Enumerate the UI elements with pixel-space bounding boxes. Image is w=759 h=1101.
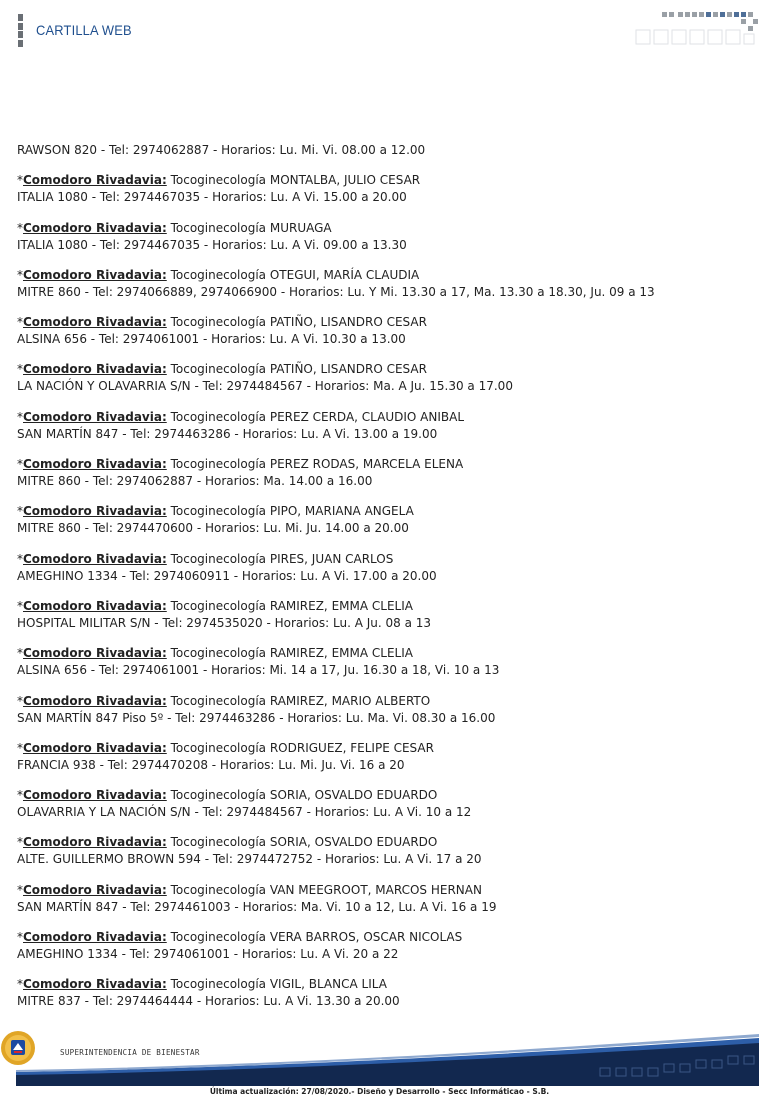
- list-item: [17, 551, 737, 585]
- provider-name: Tocoginecología VERA BARROS, OSCAR NICOLAS: [170, 930, 463, 945]
- city-label: Comodoro Rivadavia:: [23, 220, 167, 235]
- address-line: AMEGHINO 1334 - Tel: 2974061001 - Horarios: Lu. A Vi. 20 a 22: [17, 947, 399, 962]
- bullet-asterisk: *: [17, 315, 23, 330]
- provider-name: Tocoginecología MONTALBA, JULIO CESAR: [170, 173, 421, 188]
- address-line: ALTE. GUILLERMO BROWN 594 - Tel: 2974472752 - Horarios: Lu. A Vi. 17 a 20: [17, 852, 482, 867]
- bullet-asterisk: *: [17, 598, 23, 613]
- bullet-asterisk: *: [17, 267, 23, 282]
- list-item: [17, 787, 737, 821]
- provider-name: Tocoginecología SORIA, OSVALDO EDUARDO: [170, 788, 438, 803]
- provider-name: Tocoginecología RAMIREZ, EMMA CLELIA: [170, 646, 413, 661]
- provider-name: Tocoginecología PIPO, MARIANA ANGELA: [170, 504, 414, 519]
- provider-listing: [17, 142, 737, 1024]
- provider-name: Tocoginecología PIRES, JUAN CARLOS: [170, 551, 394, 566]
- address-line: ITALIA 1080 - Tel: 2974467035 - Horarios: Lu. A Vi. 15.00 a 20.00: [17, 190, 407, 205]
- bullet-asterisk: *: [17, 551, 23, 566]
- seal-logo-icon: [0, 1030, 36, 1066]
- list-item: [17, 693, 737, 727]
- bullet-asterisk: *: [17, 362, 23, 377]
- city-label: Comodoro Rivadavia:: [23, 740, 167, 755]
- provider-name: Tocoginecología RAMIREZ, MARIO ALBERTO: [170, 693, 431, 708]
- bullet-asterisk: *: [17, 740, 23, 755]
- list-item: [17, 361, 737, 395]
- city-label: Comodoro Rivadavia:: [23, 882, 167, 897]
- bullet-asterisk: *: [17, 457, 23, 472]
- provider-name: Tocoginecología PATIÑO, LISANDRO CESAR: [170, 362, 427, 377]
- bullet-asterisk: *: [17, 693, 23, 708]
- bullet-asterisk: *: [17, 646, 23, 661]
- address-line: MITRE 860 - Tel: 2974470600 - Horarios: Lu. Mi. Ju. 14.00 a 20.00: [17, 521, 409, 536]
- city-label: Comodoro Rivadavia:: [23, 457, 167, 472]
- list-item: [17, 142, 737, 159]
- city-label: Comodoro Rivadavia:: [23, 409, 167, 424]
- bullet-asterisk: *: [17, 220, 23, 235]
- address-line: HOSPITAL MILITAR S/N - Tel: 2974535020 - Horarios: Lu. A Ju. 08 a 13: [17, 615, 432, 630]
- address-line: MITRE 860 - Tel: 2974066889, 2974066900 - Horarios: Lu. Y Mi. 13.30 a 17, Ma. 13.30 a 18.30, Ju. 09 a 13: [17, 284, 655, 299]
- list-item: [17, 645, 737, 679]
- bullet-asterisk: *: [17, 835, 23, 850]
- bullet-asterisk: *: [17, 930, 23, 945]
- provider-name: Tocoginecología RODRIGUEZ, FELIPE CESAR: [170, 740, 434, 755]
- page-title: CARTILLA WEB: [36, 22, 132, 38]
- list-item: [17, 929, 737, 963]
- header-bars-icon: [18, 14, 23, 46]
- address-line: SAN MARTÍN 847 - Tel: 2974463286 - Horarios: Lu. A Vi. 13.00 a 19.00: [17, 426, 438, 441]
- address-line: FRANCIA 938 - Tel: 2974470208 - Horarios: Lu. Mi. Ju. Vi. 16 a 20: [17, 757, 405, 772]
- address-line: SAN MARTÍN 847 - Tel: 2974461003 - Horarios: Ma. Vi. 10 a 12, Lu. A Vi. 16 a 19: [17, 899, 497, 914]
- address-line: ALSINA 656 - Tel: 2974061001 - Horarios: Lu. A Vi. 10.30 a 13.00: [17, 332, 406, 347]
- provider-name: Tocoginecología PEREZ CERDA, CLAUDIO ANIBAL: [170, 409, 465, 424]
- address-line: LA NACIÓN Y OLAVARRIA S/N - Tel: 2974484567 - Horarios: Ma. A Ju. 15.30 a 17.00: [17, 379, 513, 394]
- address-line: ALSINA 656 - Tel: 2974061001 - Horarios: Mi. 14 a 17, Ju. 16.30 a 18, Vi. 10 a 13: [17, 663, 500, 678]
- city-label: Comodoro Rivadavia:: [23, 173, 167, 188]
- city-label: Comodoro Rivadavia:: [23, 930, 167, 945]
- city-label: Comodoro Rivadavia:: [23, 646, 167, 661]
- address-line: OLAVARRIA Y LA NACIÓN S/N - Tel: 2974484567 - Horarios: Lu. A Vi. 10 a 12: [17, 805, 472, 820]
- city-label: Comodoro Rivadavia:: [23, 977, 167, 992]
- provider-name: Tocoginecología PATIÑO, LISANDRO CESAR: [170, 315, 427, 330]
- list-item: [17, 220, 737, 254]
- page-footer: [0, 1030, 759, 1101]
- city-label: Comodoro Rivadavia:: [23, 362, 167, 377]
- bullet-asterisk: *: [17, 504, 23, 519]
- list-item: [17, 976, 737, 1010]
- list-item: [17, 882, 737, 916]
- address-line: RAWSON 820 - Tel: 2974062887 - Horarios: Lu. Mi. Vi. 08.00 a 12.00: [17, 143, 426, 157]
- list-item: [17, 409, 737, 443]
- city-label: Comodoro Rivadavia:: [23, 598, 167, 613]
- provider-name: Tocoginecología SORIA, OSVALDO EDUARDO: [170, 835, 438, 850]
- footer-wave-band: [0, 1030, 759, 1086]
- bullet-asterisk: *: [17, 173, 23, 188]
- city-label: Comodoro Rivadavia:: [23, 504, 167, 519]
- list-item: [17, 267, 737, 301]
- city-label: Comodoro Rivadavia:: [23, 788, 167, 803]
- bullet-asterisk: *: [17, 788, 23, 803]
- list-item: [17, 740, 737, 774]
- provider-name: Tocoginecología PEREZ RODAS, MARCELA ELENA: [170, 457, 464, 472]
- bullet-asterisk: *: [17, 882, 23, 897]
- list-item: [17, 314, 737, 348]
- list-item: [17, 456, 737, 490]
- city-label: Comodoro Rivadavia:: [23, 835, 167, 850]
- address-line: MITRE 837 - Tel: 2974464444 - Horarios: Lu. A Vi. 13.30 a 20.00: [17, 994, 400, 1009]
- address-line: MITRE 860 - Tel: 2974062887 - Horarios: Ma. 14.00 a 16.00: [17, 474, 373, 489]
- city-label: Comodoro Rivadavia:: [23, 693, 167, 708]
- list-item: [17, 172, 737, 206]
- organization-name: SUPERINTENDENCIA DE BIENESTAR: [60, 1048, 200, 1057]
- list-item: [17, 834, 737, 868]
- city-label: Comodoro Rivadavia:: [23, 315, 167, 330]
- city-label: Comodoro Rivadavia:: [23, 267, 167, 282]
- address-line: SAN MARTÍN 847 Piso 5º - Tel: 2974463286 - Horarios: Lu. Ma. Vi. 08.30 a 16.00: [17, 710, 496, 725]
- city-label: Comodoro Rivadavia:: [23, 551, 167, 566]
- list-item: [17, 503, 737, 537]
- list-item: [17, 598, 737, 632]
- provider-name: Tocoginecología VAN MEEGROOT, MARCOS HERNAN: [170, 882, 482, 897]
- bullet-asterisk: *: [17, 409, 23, 424]
- last-updated-note: Última actualización: 27/08/2020.- Diseño y Desarrollo - Secc Informáticao - S.B.: [209, 1087, 550, 1096]
- page-header: [0, 0, 759, 60]
- bullet-asterisk: *: [17, 977, 23, 992]
- address-line: ITALIA 1080 - Tel: 2974467035 - Horarios: Lu. A Vi. 09.00 a 13.30: [17, 237, 407, 252]
- provider-name: Tocoginecología OTEGUI, MARÍA CLAUDIA: [170, 267, 420, 282]
- address-line: AMEGHINO 1334 - Tel: 2974060911 - Horarios: Lu. A Vi. 17.00 a 20.00: [17, 568, 437, 583]
- provider-name: Tocoginecología RAMIREZ, EMMA CLELIA: [170, 598, 413, 613]
- provider-name: Tocoginecología VIGIL, BLANCA LILA: [170, 977, 387, 992]
- header-pixel-decoration: [634, 10, 759, 50]
- provider-name: Tocoginecología MURUAGA: [170, 220, 332, 235]
